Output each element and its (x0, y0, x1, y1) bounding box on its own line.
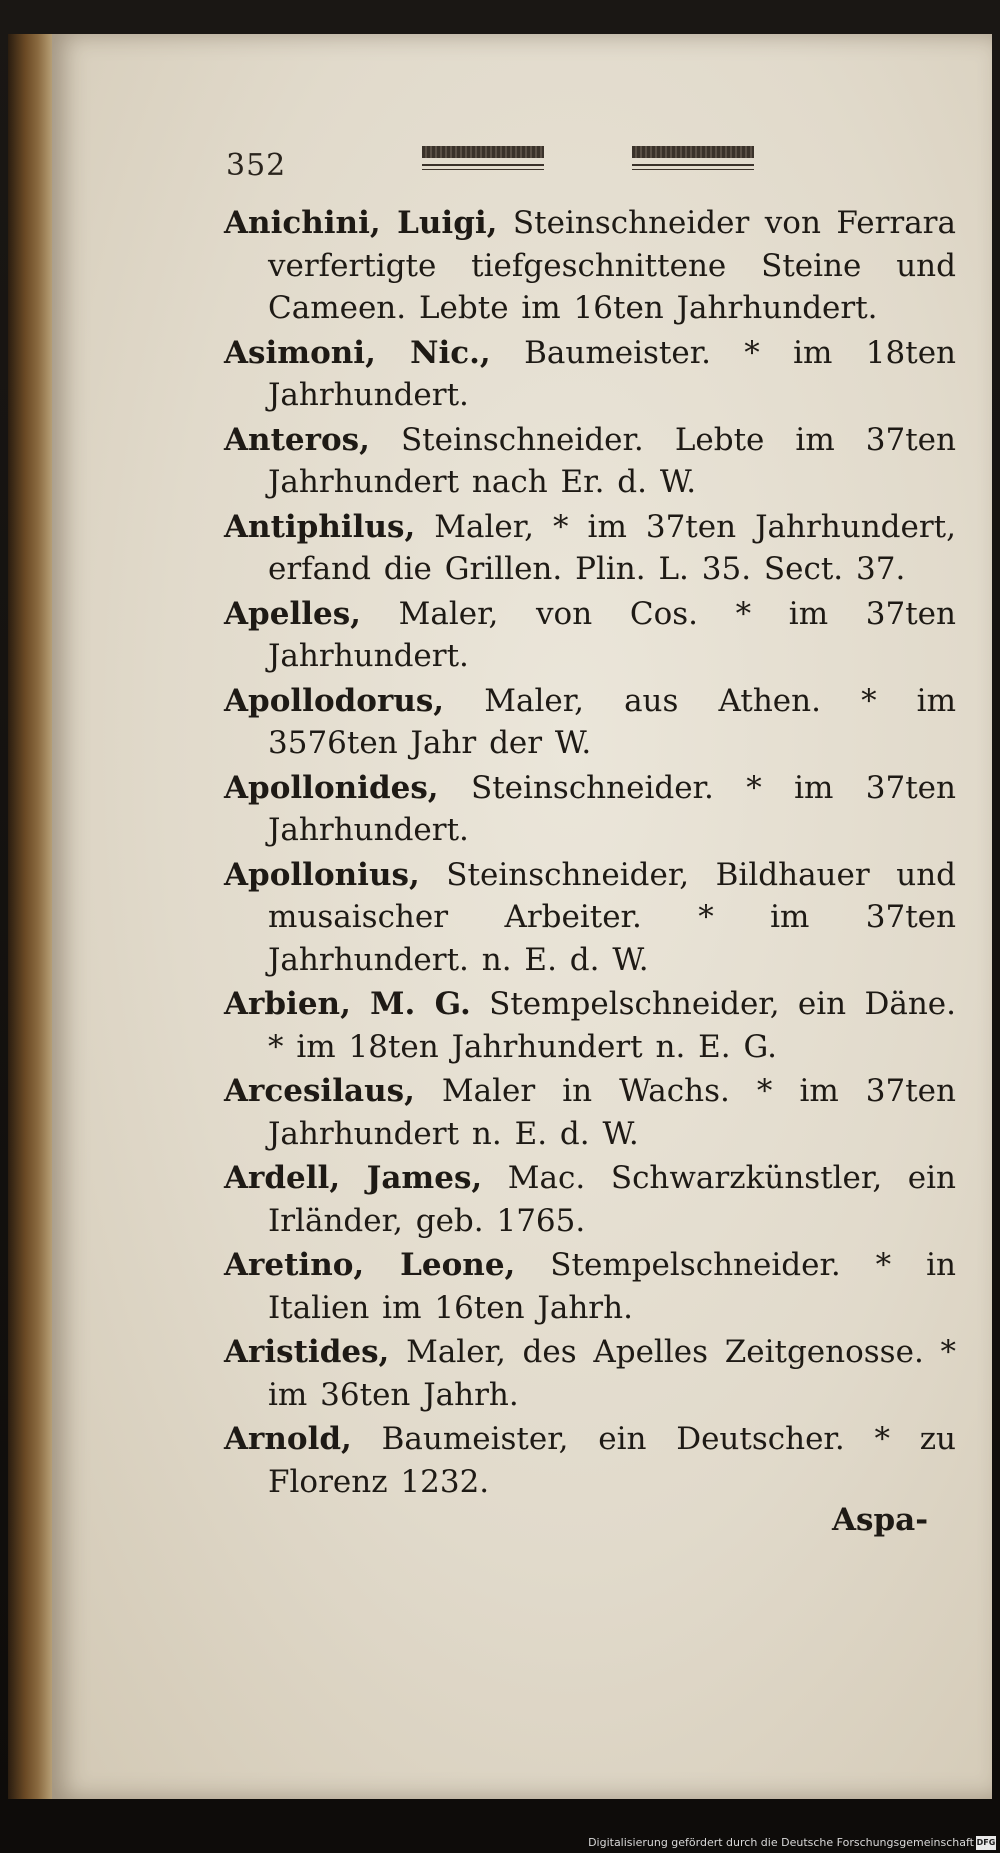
list-item (224, 1070, 956, 1155)
list-item (224, 1157, 956, 1242)
entry-text: Maler in Wachs. * im 37ten Jahrhundert n. E. d. W. (268, 1073, 956, 1152)
header-ornament-right (632, 146, 754, 176)
entry-name: Ardell, James, (224, 1160, 483, 1196)
list-item (224, 767, 956, 852)
list-item (224, 1331, 956, 1416)
header-ornament-left (422, 146, 544, 176)
entry-text: Maler, * im 37ten Jahrhundert, erfand die Grillen. Plin. L. 35. Sect. 37. (268, 508, 956, 587)
entry-text: Maler, des Apelles Zeitgenosse. * im 36ten Jahrh. (268, 1334, 956, 1413)
entry-name: Apollonides, (224, 769, 439, 806)
entry-name: Apollodorus, (224, 682, 445, 719)
entry-name: Aretino, Leone, (224, 1247, 516, 1283)
list-item (224, 983, 956, 1068)
entry-name: Apelles, (224, 595, 361, 632)
list-item (224, 680, 956, 765)
entry-text: Maler, aus Athen. * im 3576ten Jahr der W. (268, 682, 956, 761)
entry-text: Baumeister. * im 18ten Jahrhundert. (268, 334, 957, 413)
entry-name: Arcesilaus, (224, 1073, 415, 1109)
list-item (224, 506, 956, 591)
entry-name: Asimoni, Nic., (224, 334, 491, 371)
book-spine (8, 34, 58, 1799)
entry-text: Stempelschneider, ein Däne. * im 18ten Jahrhundert n. E. G. (268, 986, 956, 1065)
entry-text: Maler, von Cos. * im 37ten Jahrhundert. (268, 595, 956, 674)
list-item (224, 593, 956, 678)
entry-text: Baumeister, ein Deutscher. * zu Florenz 1232. (268, 1421, 956, 1500)
entry-name: Arnold, (224, 1421, 352, 1457)
entry-list (224, 202, 956, 1505)
footer-credit: Digitalisierung gefördert durch die Deutsche Forschungsgemeinschaft (588, 1836, 974, 1849)
list-item (224, 332, 956, 417)
entry-text: Steinschneider. Lebte im 37ten Jahrhundert nach Er. d. W. (268, 421, 956, 500)
entry-name: Aristides, (224, 1334, 390, 1370)
list-item (224, 854, 956, 982)
entry-text: Stempelschneider. * in Italien im 16ten Jahrh. (268, 1247, 956, 1326)
entry-name: Antiphilus, (224, 508, 416, 545)
entry-name: Arbien, M. G. (224, 986, 471, 1022)
entry-name: Anichini, Luigi, (224, 205, 498, 241)
list-item (224, 1418, 956, 1503)
entry-text: Steinschneider von Ferrara verfertigte tiefgeschnittene Steine und Cameen. Lebte im 16ten Jahrhundert. (268, 205, 956, 326)
list-item (224, 1244, 956, 1329)
dfg-logo-icon: DFG (976, 1836, 996, 1850)
entry-text: Steinschneider, Bildhauer und musaischer Arbeiter. * im 37ten Jahrhundert. n. E. d. W. (268, 856, 956, 978)
entry-text: Mac. Schwarzkünstler, ein Irländer, geb. 1765. (268, 1160, 956, 1239)
catchword: Aspa- (832, 1502, 929, 1538)
page-number: 352 (226, 148, 287, 183)
list-item (224, 202, 956, 330)
list-item (224, 419, 956, 504)
entry-name: Anteros, (224, 421, 370, 458)
entry-text: Steinschneider. * im 37ten Jahrhundert. (268, 769, 956, 848)
entry-name: Apollonius, (224, 856, 420, 893)
